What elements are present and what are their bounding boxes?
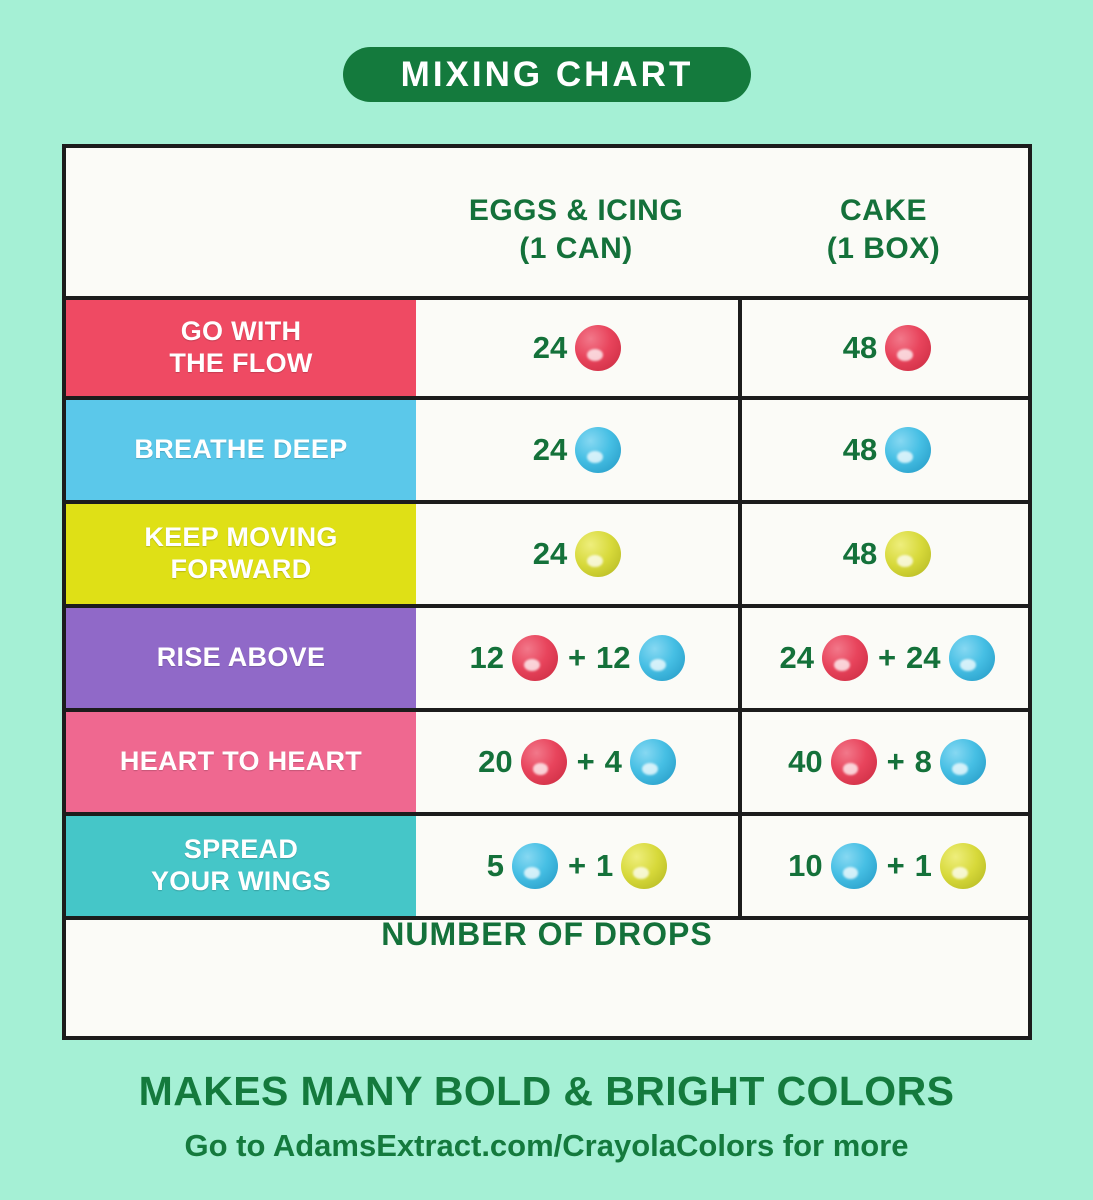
page-title: MIXING CHART <box>400 54 694 94</box>
drop-blue-icon <box>831 843 877 889</box>
cell-eggs-row3 <box>416 504 738 604</box>
drop-yellow-icon <box>940 843 986 889</box>
column-header-row <box>66 148 1028 296</box>
cell-eggs-row1 <box>416 300 738 396</box>
bottom-headline: MAKES MANY BOLD & BRIGHT COLORS <box>138 1068 955 1114</box>
mixing-chart-panel <box>62 144 1032 1040</box>
bottom-subline: Go to AdamsExtract.com/CrayolaColors for more <box>184 1128 909 1163</box>
drop-red-icon <box>512 635 558 681</box>
drop-yellow-icon <box>575 531 621 577</box>
drop-red-icon <box>885 325 931 371</box>
qty-value: 1 <box>914 848 932 883</box>
row-label-line2: THE FLOW <box>169 348 313 378</box>
qty-value: 20 <box>478 744 513 779</box>
column-header-cake-line1: CAKE <box>839 194 927 227</box>
drop-yellow-icon <box>885 531 931 577</box>
cell-cake-row2 <box>742 400 1032 500</box>
drop-blue-icon <box>639 635 685 681</box>
row-label-line1: KEEP MOVING <box>144 522 338 553</box>
row-label-keep-moving-forward <box>66 504 416 604</box>
qty-value: 24 <box>532 536 568 571</box>
drop-blue-icon <box>949 635 995 681</box>
column-header-eggs-icing-line2: (1 CAN) <box>519 231 633 265</box>
row-label-line1: GO WITH <box>180 316 302 347</box>
cell-eggs-row4 <box>416 608 738 708</box>
drop-red-icon <box>822 635 868 681</box>
cell-cake-row6 <box>742 816 1032 916</box>
drop-blue-icon <box>630 739 676 785</box>
qty-value: 12 <box>469 640 504 675</box>
row-label-line2: YOUR WINGS <box>150 866 331 896</box>
qty-value: 5 <box>486 848 504 883</box>
drop-blue-icon <box>940 739 986 785</box>
drop-blue-icon <box>512 843 558 889</box>
plus-symbol: + <box>567 848 587 883</box>
table-row <box>66 712 1028 816</box>
row-label-line1: BREATHE DEEP <box>134 434 348 465</box>
qty-value: 48 <box>842 432 878 467</box>
plus-symbol: + <box>567 640 587 675</box>
plus-symbol: + <box>886 744 905 779</box>
row-label-spread-your-wings <box>66 816 416 916</box>
qty-value: 48 <box>842 536 878 571</box>
cell-cake-row5 <box>742 712 1032 812</box>
cell-cake-row3 <box>742 504 1032 604</box>
row-label-line1: RISE ABOVE <box>156 642 326 673</box>
drop-yellow-icon <box>621 843 667 889</box>
cell-eggs-row6 <box>416 816 738 916</box>
column-header-eggs-icing <box>416 192 736 268</box>
cell-eggs-row5 <box>416 712 738 812</box>
qty-value: 24 <box>532 330 568 365</box>
row-label-breathe-deep <box>66 400 416 500</box>
column-header-eggs-icing-line1: EGGS & ICING <box>468 194 684 227</box>
table-row <box>66 296 1028 400</box>
qty-value: 40 <box>788 744 823 779</box>
drop-red-icon <box>575 325 621 371</box>
drop-blue-icon <box>885 427 931 473</box>
table-row <box>66 608 1028 712</box>
column-header-cake-line2: (1 BOX) <box>826 231 941 265</box>
row-label-line1: HEART TO HEART <box>119 746 363 777</box>
mixing-chart-title-banner <box>343 47 751 102</box>
qty-value: 24 <box>779 640 814 675</box>
plus-symbol: + <box>886 848 905 883</box>
table-row <box>66 400 1028 504</box>
row-label-line2: FORWARD <box>170 554 312 584</box>
row-label-go-with-the-flow <box>66 300 416 396</box>
drop-blue-icon <box>575 427 621 473</box>
number-of-drops-footnote: NUMBER OF DROPS <box>381 916 713 952</box>
qty-value: 12 <box>596 640 631 675</box>
cell-eggs-row2 <box>416 400 738 500</box>
drop-red-icon <box>521 739 567 785</box>
row-label-line1: SPREAD <box>183 834 299 865</box>
qty-value: 8 <box>914 744 932 779</box>
plus-symbol: + <box>877 640 897 675</box>
qty-value: 4 <box>604 744 622 779</box>
qty-value: 24 <box>906 640 941 675</box>
cell-cake-row4 <box>742 608 1032 708</box>
plus-symbol: + <box>576 744 595 779</box>
column-header-cake <box>746 192 1021 268</box>
qty-value: 1 <box>596 848 614 883</box>
qty-value: 10 <box>788 848 823 883</box>
row-label-rise-above <box>66 608 416 708</box>
cell-cake-row1 <box>742 300 1032 396</box>
table-row <box>66 816 1028 920</box>
qty-value: 48 <box>842 330 878 365</box>
qty-value: 24 <box>532 432 568 467</box>
chart-rows <box>66 296 1028 920</box>
table-row <box>66 504 1028 608</box>
row-label-heart-to-heart <box>66 712 416 812</box>
drop-red-icon <box>831 739 877 785</box>
